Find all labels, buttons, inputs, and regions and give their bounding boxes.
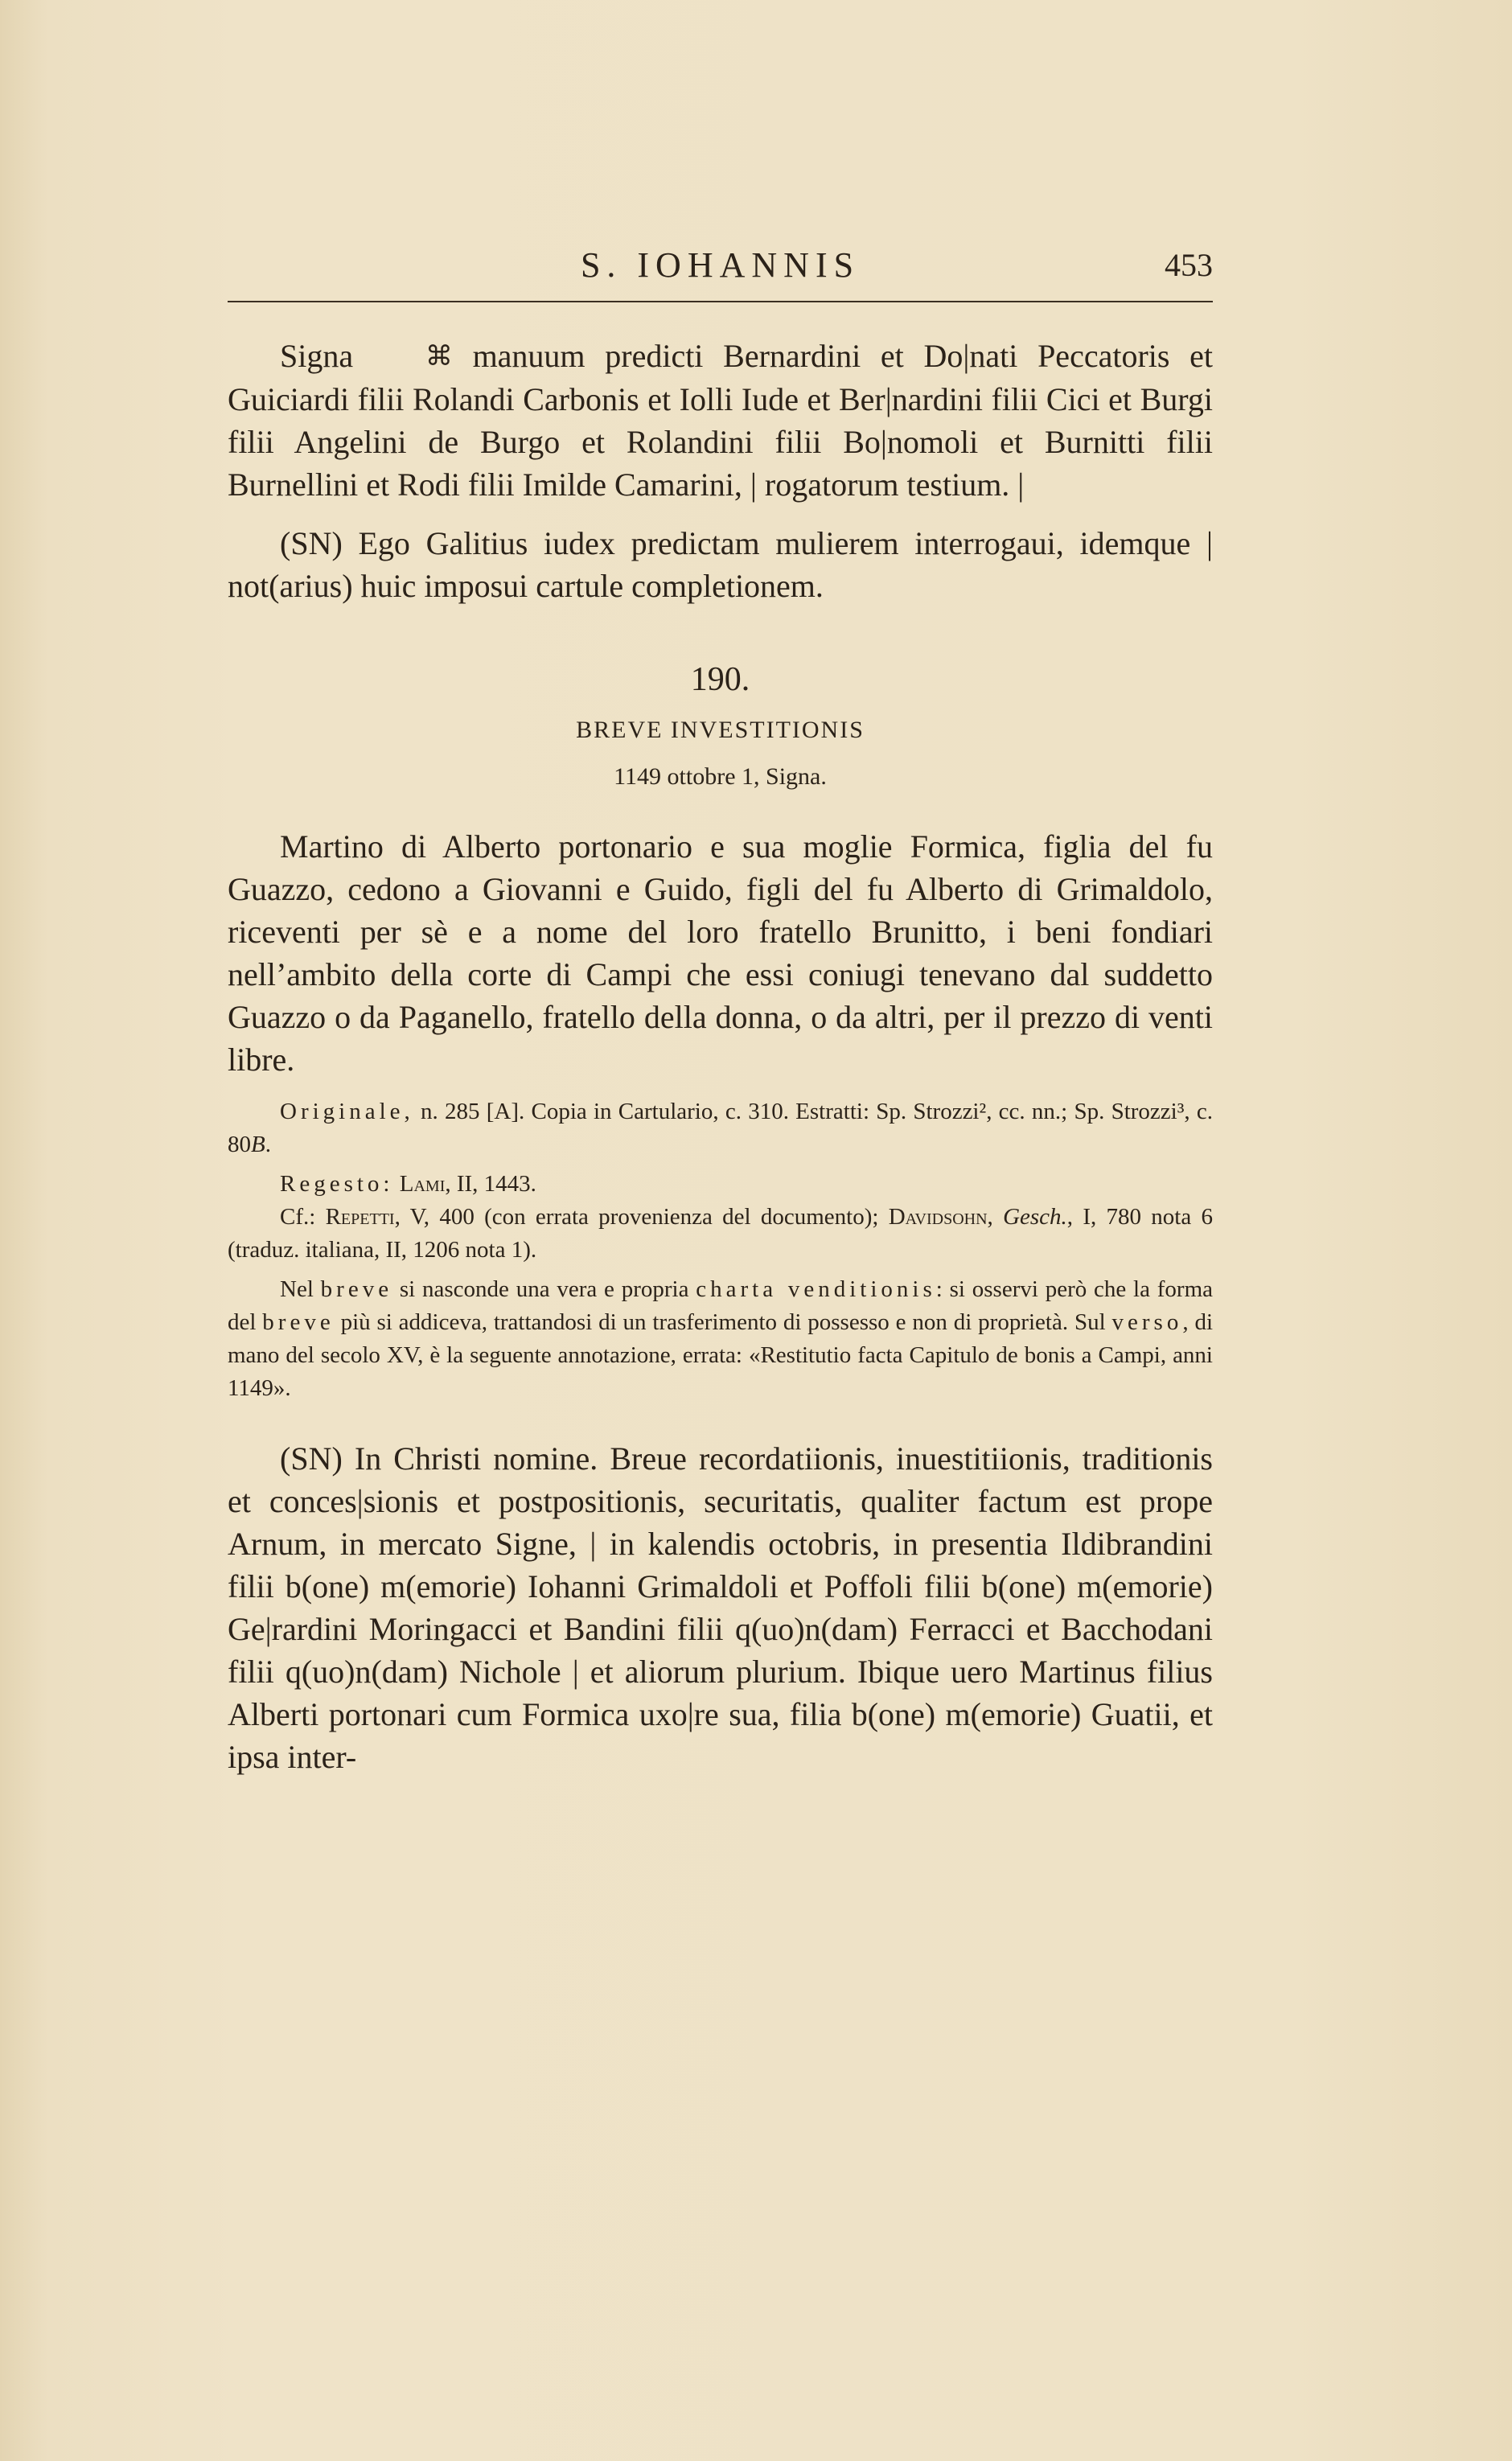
originale-end: . bbox=[265, 1132, 271, 1157]
signum-cross-icon: ⌘ bbox=[425, 340, 453, 372]
originale-label: Originale, bbox=[280, 1099, 414, 1124]
document-date: 1149 ottobre 1, Signa. bbox=[614, 763, 827, 790]
summary-paragraph: Martino di Alberto portonario e sua moglie Formica, figlia del fu Guazzo, cedono a Giovanni e Guido, figli del fu Alberto di Grimaldolo, riceventi per sè e a nome del loro fratello Brunitto, i beni fondiari nell’ambito della corte di Campi che essi coniugi tenevano dal suddetto Guazzo o da Paganello, fratello della donna, o da altri, per il prezzo di venti libre. bbox=[228, 828, 1213, 1078]
cf-label: Cf.: bbox=[280, 1204, 326, 1230]
cf-gesch: Gesch. bbox=[1003, 1204, 1067, 1230]
signa-paragraph bbox=[228, 335, 1213, 506]
nel-text-4: più si addiceva, trattandosi di un trasferimento di possesso e non di proprietà. Sul bbox=[334, 1309, 1112, 1335]
cf-text-1: , V, 400 (con errata provenienza del documento); bbox=[394, 1204, 889, 1230]
note-nel-breve bbox=[228, 1273, 1213, 1405]
note-originale bbox=[228, 1095, 1213, 1161]
note-regesto bbox=[228, 1168, 1213, 1201]
document-number: 190. bbox=[690, 661, 750, 698]
originale-b: B bbox=[251, 1132, 265, 1157]
text-paragraph: (SN) In Christi nomine. Breue recordatiionis, inuestitiionis, traditionis et conces|sionis et postpositionis, securitatis, qualiter factum est prope Arnum, in mercato Signe, | in kalendis octobris, in presentia Ildibrandini filii b(one) m(emorie) Iohanni Grimaldoli et Poffoli filii b(one) m(emorie) Ge|rardini Moringacci et Bandini filii q(uo)n(dam) Ferracci et Bacchodani filii q(uo)n(dam) Nichole | et aliorum plurium. Ibique uero Martinus filius Alberti portonari cum Formica uxo|re sua, filia b(one) m(emorie) Guatii, et ipsa inter- bbox=[228, 1440, 1213, 1775]
document-title: BREVE INVESTITIONIS bbox=[576, 717, 865, 743]
cf-author-davidsohn: Davidsohn bbox=[888, 1204, 988, 1230]
nel-text-2: si nasconde una vera e propria bbox=[392, 1276, 696, 1302]
nel-text-1: Nel bbox=[280, 1276, 321, 1302]
notary-paragraph: (SN) Ego Galitius iudex predictam mulierem interrogaui, idemque | not(arius) huic imposui cartule completionem. bbox=[228, 525, 1213, 604]
running-header bbox=[228, 233, 1213, 298]
regesto-label: Regesto: bbox=[280, 1171, 394, 1197]
spacer bbox=[228, 1161, 1213, 1168]
nel-verso: verso bbox=[1111, 1309, 1183, 1335]
nel-breve-2: breve bbox=[262, 1309, 335, 1335]
cf-author-repetti: Repetti bbox=[325, 1204, 395, 1230]
spacer bbox=[228, 1267, 1213, 1273]
cf-text-2: , bbox=[987, 1204, 1004, 1230]
nel-breve-1: breve bbox=[320, 1276, 393, 1302]
note-cf bbox=[228, 1201, 1213, 1267]
cf-text-3: , I, 780 nota 6 (traduz. italiana, II, 1206 nota 1). bbox=[228, 1204, 1213, 1263]
spacer bbox=[228, 1405, 1213, 1421]
nel-text-5: , di mano del secolo XV, è la seguente annotazione, errata: «Restitutio facta Capitulo de bonis a Campi, anni 1149». bbox=[228, 1309, 1213, 1401]
spacer bbox=[228, 506, 1213, 522]
page-content bbox=[228, 233, 1213, 1778]
signa-start: Signa bbox=[280, 338, 354, 374]
page-number: 453 bbox=[1165, 247, 1213, 283]
spacer bbox=[228, 1421, 1213, 1437]
running-title: S. IOHANNIS bbox=[580, 245, 861, 285]
regesto-author: Lami bbox=[399, 1171, 446, 1197]
spacer bbox=[228, 1081, 1213, 1095]
nel-charta: charta venditionis bbox=[696, 1276, 936, 1302]
signa-rest: manuum predicti Bernardini et Do|nati Peccatoris et Guiciardi filii Rolandi Carbonis et Iolli Iude et Ber|nardini filii Cici et Burgi filii Angelini de Burgo et Rolandini filii Bo|nomoli et Burnitti filii Burnellini et Rodi filii Imilde Camarini, | rogatorum testium. | bbox=[228, 338, 1214, 503]
header-rule bbox=[228, 301, 1213, 302]
originale-text: n. 285 [A]. Copia in Cartulario, c. 310. Estratti: Sp. Strozzi², cc. nn.; Sp. Strozzi³, c. 80 bbox=[228, 1099, 1214, 1157]
regesto-text: , II, 1443. bbox=[445, 1171, 536, 1197]
nel-text-3: : si osservi però che la forma del bbox=[228, 1276, 1214, 1335]
